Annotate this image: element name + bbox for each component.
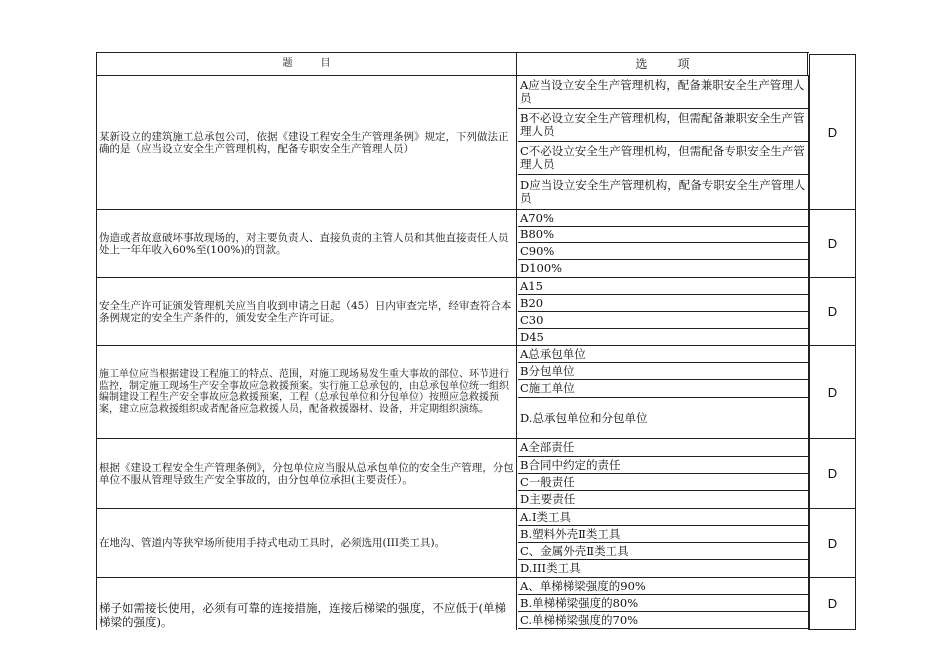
option-d: D100% bbox=[520, 261, 563, 275]
table-row bbox=[97, 578, 838, 630]
answer-cell: D bbox=[809, 209, 856, 278]
table-header bbox=[97, 53, 809, 76]
option-c: C施工单位 bbox=[518, 380, 808, 398]
options-cell bbox=[518, 509, 809, 577]
option-c: C.单梯梯梁强度的70% bbox=[518, 612, 808, 629]
header-question: 题目 bbox=[97, 53, 517, 75]
options-cell bbox=[518, 210, 809, 277]
options-cell bbox=[518, 76, 809, 209]
option-a: A全部责任 bbox=[518, 439, 808, 457]
options-cell bbox=[518, 578, 809, 630]
option-c: C不必设立安全生产管理机构，但需配备专职安全生产管理人员 bbox=[518, 142, 808, 175]
options-cell bbox=[518, 278, 809, 345]
answer-cell: D bbox=[809, 54, 856, 210]
question-text: 在地沟、管道内等狭窄场所使用手持式电动工具时，必须选用(III类工具)。 bbox=[97, 509, 517, 577]
option-b: B分包单位 bbox=[518, 363, 808, 380]
option-b: B80% bbox=[518, 227, 808, 243]
option-b: B.塑料外壳Ⅱ类工具 bbox=[518, 526, 808, 543]
option-b: B.单梯梯梁强度的80% bbox=[518, 595, 808, 612]
table-row bbox=[97, 346, 838, 439]
option-d: D.III类工具 bbox=[520, 561, 581, 575]
question-text: 伪造或者故意破坏事故现场的，对主要负责人、直接负责的主管人员和其他直接责任人员处上一年年收入60%至(100%)的罚款。 bbox=[97, 210, 517, 277]
question-text: 梯子如需接长使用，必须有可靠的连接措施，连接后梯梁的强度，不应低于(单梯梯梁的强度)。 bbox=[97, 578, 517, 630]
table-row bbox=[97, 278, 838, 346]
question-text: 某新设立的建筑施工总承包公司，依据《建设工程安全生产管理条例》规定，下列做法正确的是（应当设立安全生产管理机构，配备专职安全生产管理人员） bbox=[97, 76, 517, 209]
option-b: B合同中约定的责任 bbox=[518, 457, 808, 474]
option-a: A总承包单位 bbox=[518, 346, 808, 363]
question-text: 施工单位应当根据建设工程施工的特点、范围，对施工现场易发生重大事故的部位、环节进行监控，制定施工现场生产安全事故应急救援预案。实行施工总承包的，由总承包单位统一组织编制建设工程生产安全事故应急救援预案，工程（总承包单位和分包单位）按照应急救援预案，建立应急救援组织或者配备应急救援人员，配备救援器材、设备，并定期组织演练。 bbox=[97, 346, 517, 438]
option-d: D主要责任 bbox=[520, 492, 576, 506]
option-b: B不必设立安全生产管理机构，但需配备兼职安全生产管理人员 bbox=[518, 109, 808, 142]
question-text: 根据《建设工程安全生产管理条例》，分包单位应当服从总承包单位的安全生产管理，分包单位不服从管理导致生产安全事故的，由分包单位承担(主要责任）。 bbox=[97, 439, 517, 508]
options-cell bbox=[518, 439, 809, 508]
answer-cell: D bbox=[809, 508, 856, 578]
table-row bbox=[97, 210, 838, 278]
option-a: A、单梯梯梁强度的90% bbox=[518, 578, 808, 595]
answer-cell: D bbox=[809, 438, 856, 509]
option-d: D应当设立安全生产管理机构，配备专职安全生产管理人员 bbox=[520, 178, 806, 205]
answer-cell: D bbox=[809, 345, 856, 439]
answer-cell: D bbox=[809, 577, 856, 630]
option-c: C、金属外壳Ⅱ类工具 bbox=[518, 543, 808, 560]
option-a: A15 bbox=[518, 278, 808, 295]
question-text: 安全生产许可证颁发管理机关应当自收到申请之日起（45）日内审查完毕，经审查符合本条例规定的安全生产条件的，颁发安全生产许可证。 bbox=[97, 278, 517, 345]
option-b: B20 bbox=[518, 295, 808, 312]
question-table bbox=[96, 52, 838, 630]
options-cell bbox=[518, 346, 809, 438]
option-c: C90% bbox=[518, 243, 808, 260]
option-a: A70% bbox=[518, 210, 808, 227]
option-d: D.总承包单位和分包单位 bbox=[520, 410, 648, 425]
answer-cell: D bbox=[809, 277, 856, 346]
table-row bbox=[97, 76, 838, 210]
table-row bbox=[97, 509, 838, 578]
option-c: C一般责任 bbox=[518, 474, 808, 491]
option-a: A.I类工具 bbox=[518, 509, 808, 526]
option-d: D45 bbox=[520, 329, 544, 344]
table-row bbox=[97, 439, 838, 509]
option-a: A应当设立安全生产管理机构，配备兼职安全生产管理人员 bbox=[518, 76, 808, 109]
option-c: C30 bbox=[518, 312, 808, 329]
header-options: 选项 bbox=[518, 53, 808, 75]
